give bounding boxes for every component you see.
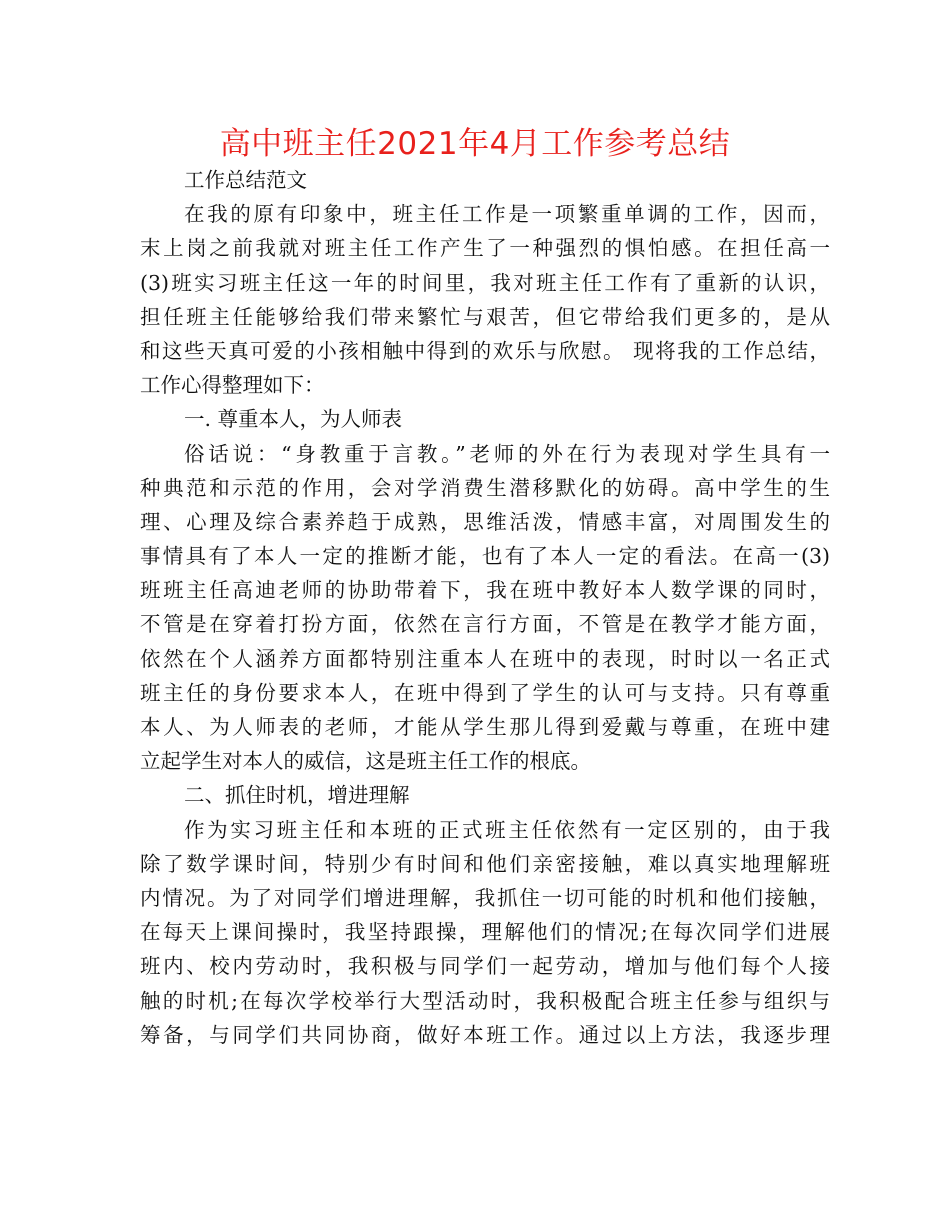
text-line: 班内、校内劳动时，我积极与同学们一起劳动，增加与他们每个人接 — [140, 954, 830, 979]
text-line: 依然在个人涵养方面都特别注重本人在班中的表现，时时以一名正式 — [140, 646, 830, 671]
text-line: 俗话说：“身教重于言教。”老师的外在行为表现对学生具有一 — [184, 441, 830, 466]
text-line: 在每天上课间操时，我坚持跟操，理解他们的情况;在每次同学们进展 — [140, 920, 830, 945]
text-line: 末上岗之前我就对班主任工作产生了一种强烈的惧怕感。在担任高一 — [140, 236, 830, 261]
document-title: 高中班主任2021年4月工作参考总结 — [219, 126, 731, 162]
text-line: 立起学生对本人的威信，这是班主任工作的根底。 — [140, 749, 591, 774]
text-line: 在我的原有印象中，班主任工作是一项繁重单调的工作，因而， — [184, 202, 830, 227]
text-line: 作为实习班主任和本班的正式班主任依然有一定区别的，由于我 — [184, 817, 830, 842]
text-line: 触的时机;在每次学校举行大型活动时，我积极配合班主任参与组织与 — [140, 988, 830, 1013]
text-line: 一. 尊重本人，为人师表 — [184, 407, 403, 432]
text-line: 本人、为人师表的老师，才能从学生那儿得到爱戴与尊重，在班中建 — [140, 715, 830, 739]
text-line: 班班主任高迪老师的协助带着下，我在班中教好本人数学课的同时， — [140, 578, 830, 603]
text-line: 除了数学课时间，特别少有时间和他们亲密接触，难以真实地理解班 — [140, 851, 830, 876]
text-line: 二、抓住时机，增进理解 — [184, 783, 410, 808]
text-line: 内情况。为了对同学们增进理解，我抓住一切可能的时机和他们接触， — [140, 885, 830, 910]
text-line: 事情具有了本人一定的推断才能，也有了本人一定的看法。在高一(3) — [140, 544, 830, 569]
text-line: 筹备，与同学们共同协商，做好本班工作。通过以上方法，我逐步理 — [140, 1022, 830, 1047]
text-line: 担任班主任能够给我们带来繁忙与艰苦，但它带给我们更多的，是从 — [140, 304, 830, 329]
document-body — [140, 163, 830, 1052]
text-line: 和这些天真可爱的小孩相触中得到的欢乐与欣慰。 现将我的工作总结， — [140, 338, 830, 363]
text-line: 种典范和示范的作用，会对学消费生潜移默化的妨碍。高中学生的生 — [140, 475, 830, 500]
text-line: 理、心理及综合素养趋于成熟，思维活泼，情感丰富，对周围发生的 — [140, 509, 830, 534]
text-line: 不管是在穿着打扮方面，依然在言行方面，不管是在教学才能方面， — [140, 612, 830, 637]
text-line: 工作心得整理如下： — [140, 373, 325, 398]
text-line: 工作总结范文 — [184, 168, 307, 192]
text-line: 班主任的身份要求本人，在班中得到了学生的认可与支持。只有尊重 — [140, 680, 830, 705]
text-line: (3)班实习班主任这一年的时间里，我对班主任工作有了重新的认识， — [140, 270, 830, 295]
